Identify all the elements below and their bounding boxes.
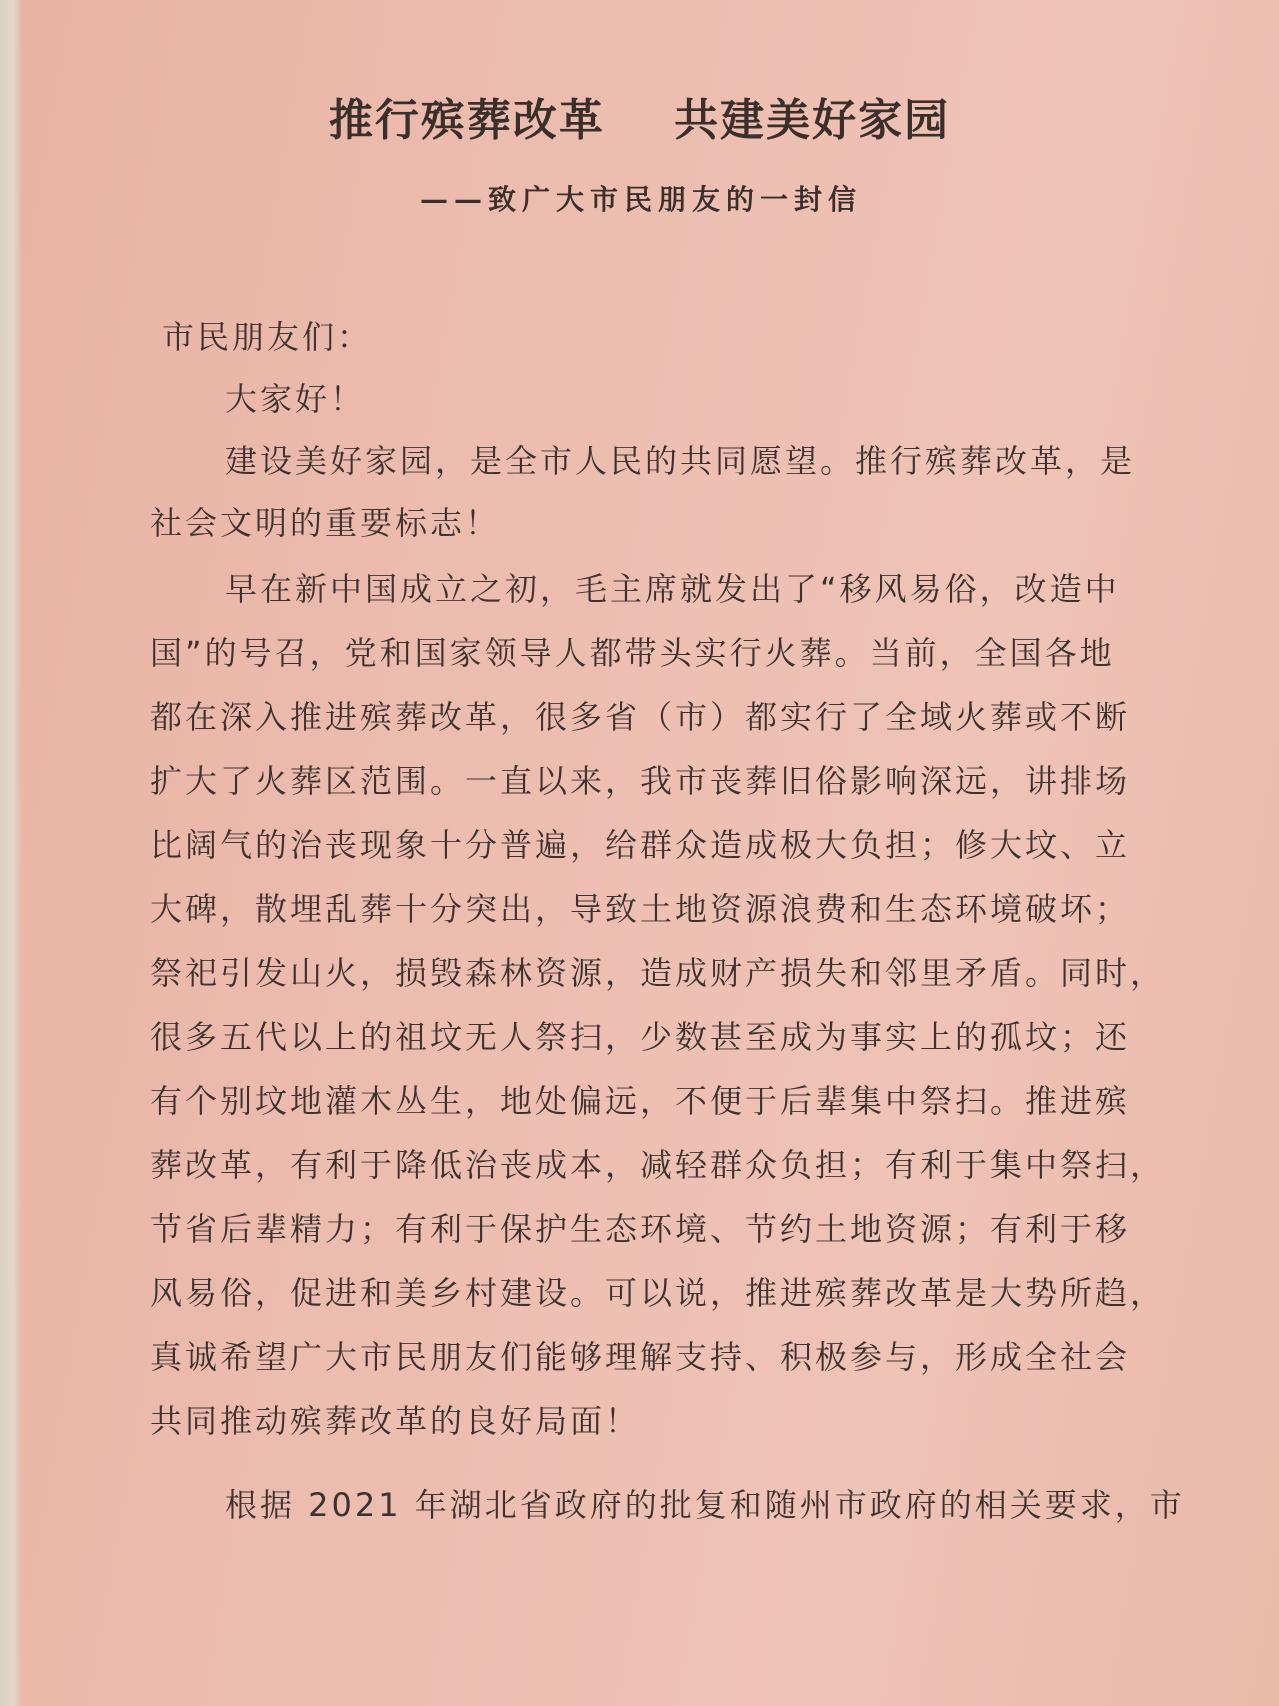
greeting: 大家好！ xyxy=(225,380,366,418)
letter-subtitle: ——致广大市民朋友的一封信 xyxy=(420,183,863,216)
paragraph-2-line: 祭祀引发山火，损毁森林资源，造成财产损失和邻里矛盾。同时， xyxy=(150,954,1166,992)
paragraph-2-line: 大碑，散埋乱葬十分突出，导致土地资源浪费和生态环境破坏； xyxy=(150,890,1131,928)
paragraph-3-line: 根据 2021 年湖北省政府的批复和随州市政府的相关要求，市 xyxy=(225,1486,1185,1524)
paragraph-2-line: 比阔气的治丧现象十分普遍，给群众造成极大负担；修大坟、立 xyxy=(150,826,1131,864)
paragraph-2-line: 共同推动殡葬改革的良好局面！ xyxy=(150,1402,641,1440)
paragraph-2-line: 很多五代以上的祖坟无人祭扫，少数甚至成为事实上的孤坟；还 xyxy=(150,1018,1131,1056)
paragraph-2-line: 葬改革，有利于降低治丧成本，减轻群众负担；有利于集中祭扫， xyxy=(150,1146,1166,1184)
paragraph-2-line: 扩大了火葬区范围。一直以来，我市丧葬旧俗影响深远，讲排场 xyxy=(150,762,1131,800)
paragraph-2-line: 早在新中国成立之初，毛主席就发出了“移风易俗，改造中 xyxy=(225,570,1120,608)
paragraph-1-line: 建设美好家园，是全市人民的共同愿望。推行殡葬改革，是 xyxy=(225,442,1136,480)
paragraph-1-line: 社会文明的重要标志！ xyxy=(150,504,501,542)
paragraph-2-line: 真诚希望广大市民朋友们能够理解支持、积极参与，形成全社会 xyxy=(150,1338,1131,1376)
salutation: 市民朋友们： xyxy=(162,318,373,356)
letter-title: 推行殡葬改革 共建美好家园 xyxy=(328,95,951,146)
paragraph-2-line: 都在深入推进殡葬改革，很多省（市）都实行了全域火葬或不断 xyxy=(150,698,1131,736)
paragraph-2-line: 有个别坟地灌木丛生，地处偏远，不便于后辈集中祭扫。推进殡 xyxy=(150,1082,1131,1120)
paragraph-2-line: 节省后辈精力；有利于保护生态环境、节约土地资源；有利于移 xyxy=(150,1210,1131,1248)
paragraph-2-line: 国”的号召，党和国家领导人都带头实行火葬。当前，全国各地 xyxy=(150,634,1115,672)
paper-left-edge xyxy=(0,0,22,1706)
paragraph-2-line: 风易俗，促进和美乡村建设。可以说，推进殡葬改革是大势所趋， xyxy=(150,1274,1166,1312)
